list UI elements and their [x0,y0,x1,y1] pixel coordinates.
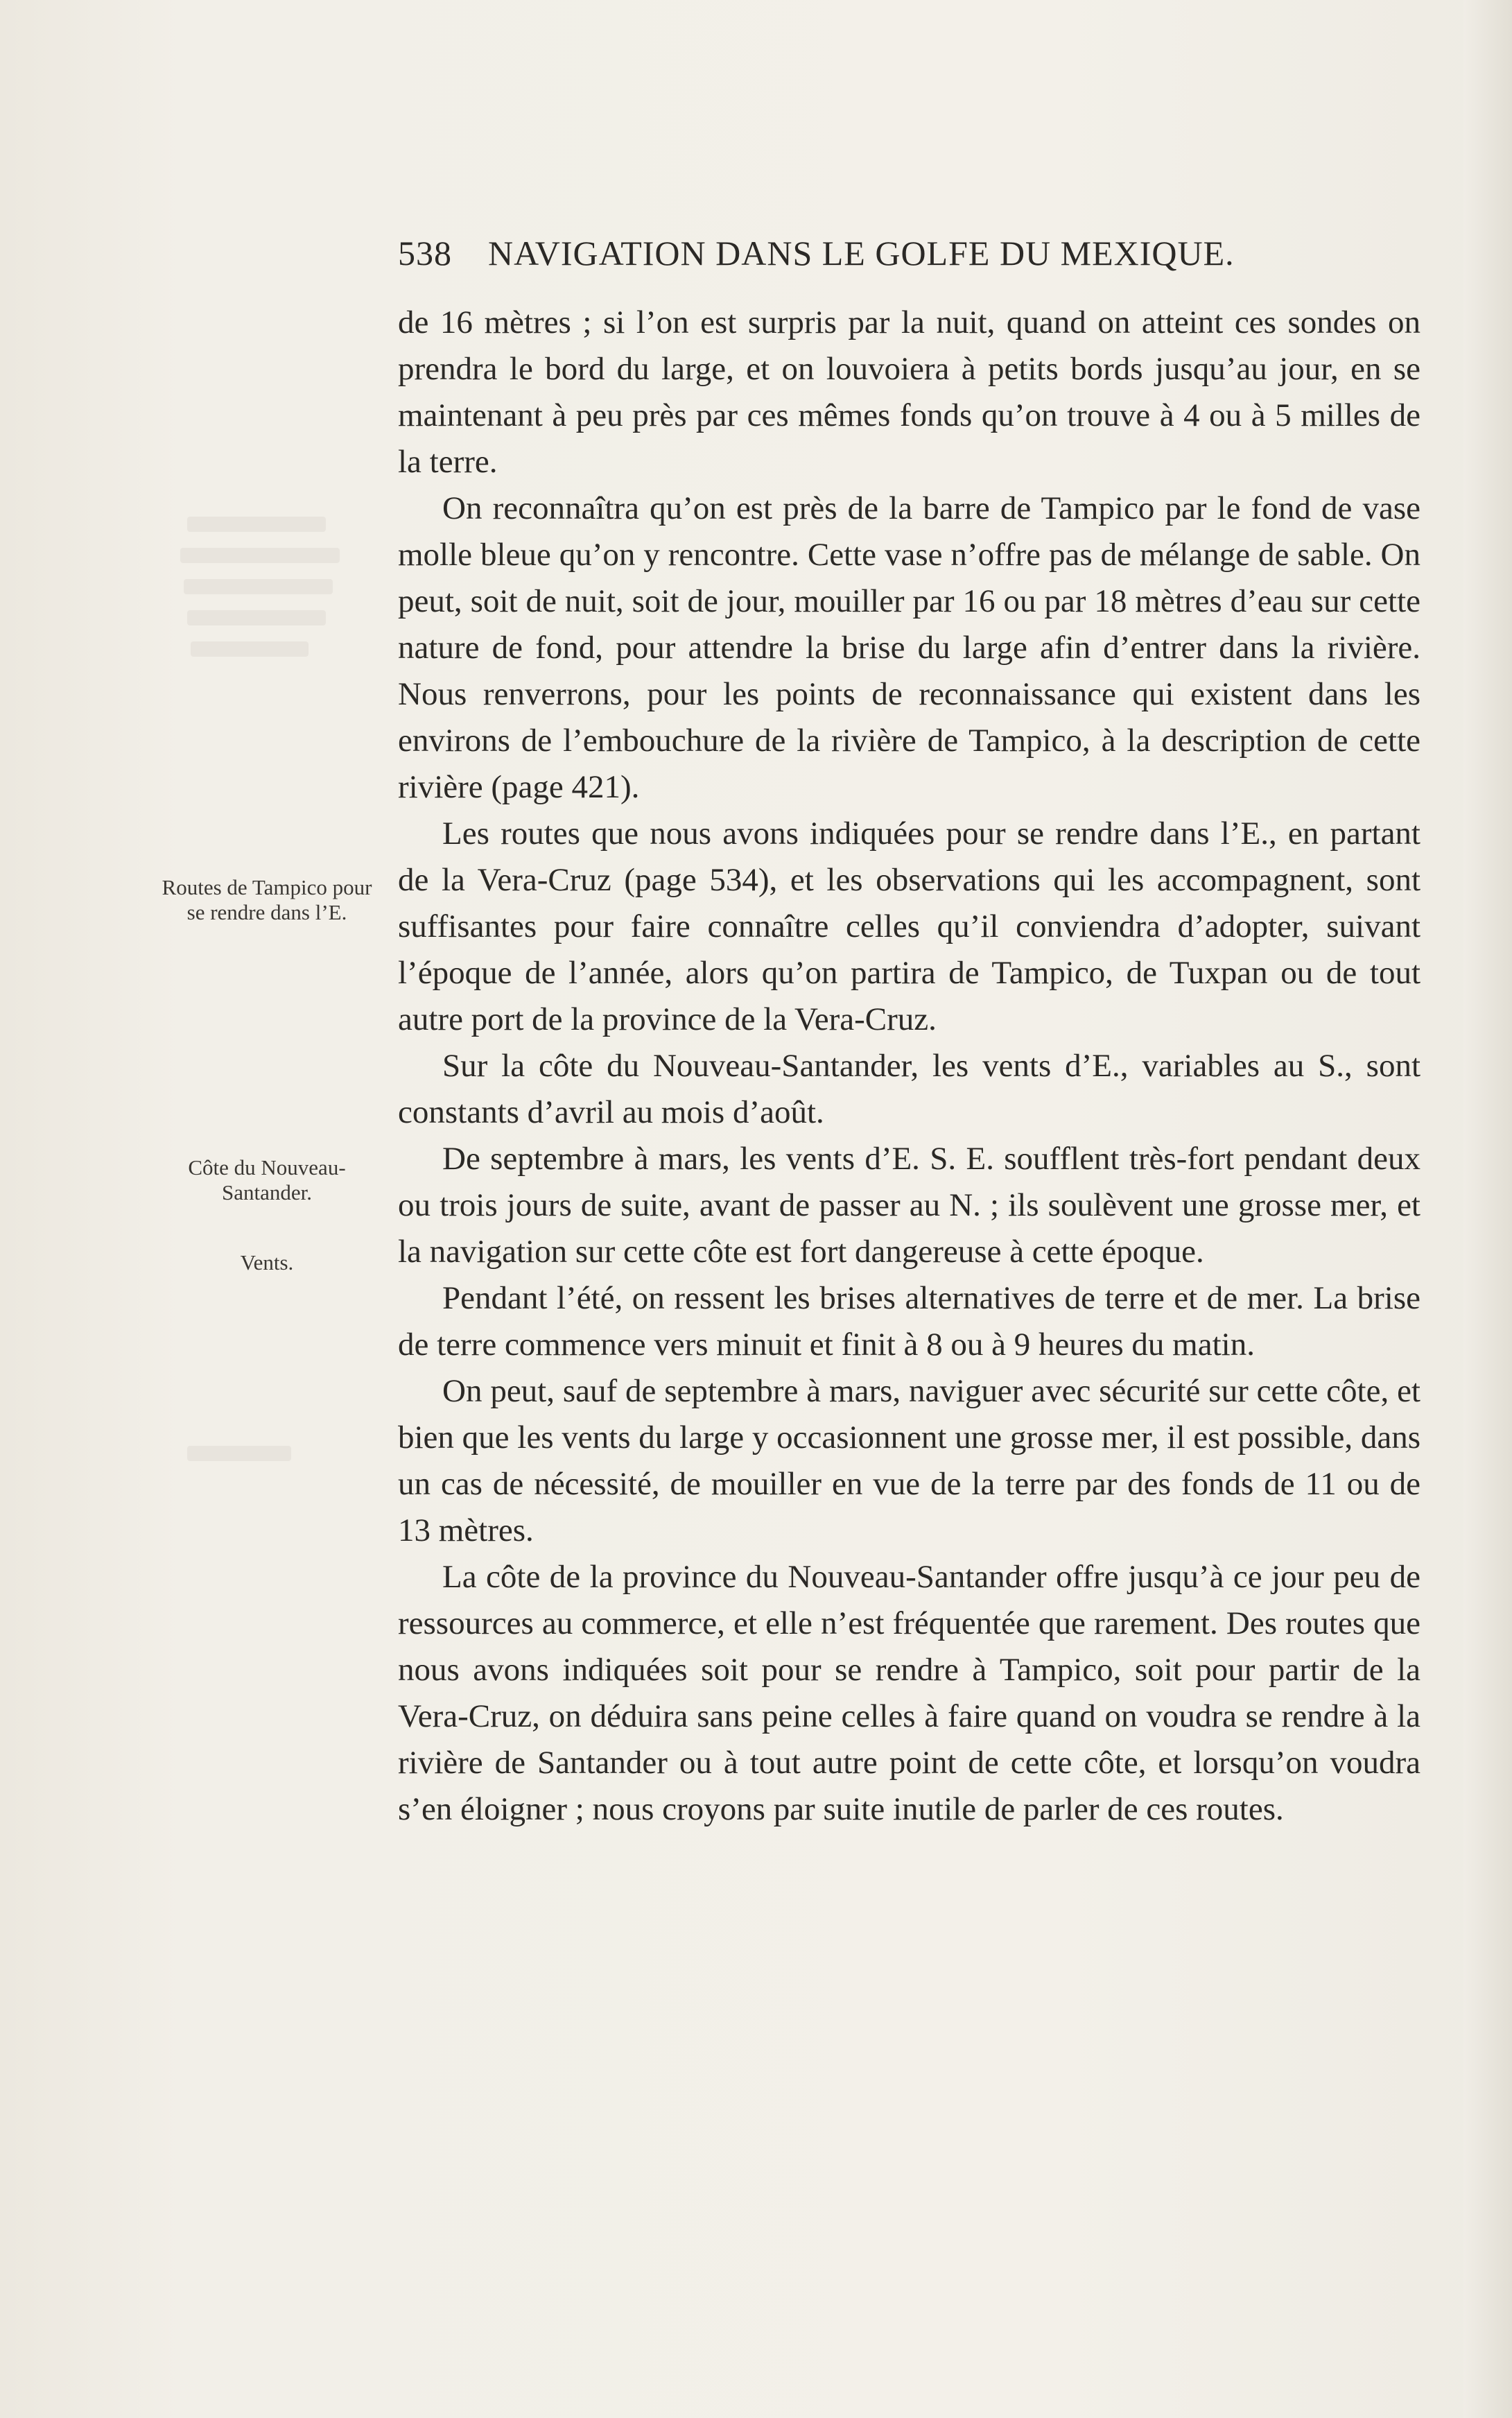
body-text [398,300,1420,1833]
show-through-mark [187,610,326,625]
margin-note-routes: Routes de Tampico pour se rendre dans l’E. [162,875,372,924]
running-header [398,230,1420,276]
paragraph: Pendant l’été, on ressent les brises alternatives de terre et de mer. La brise de terre commence vers minuit et finit à 8 ou à 9 heures du matin. [398,1280,1420,1363]
page-number: 538 [398,234,452,273]
show-through-mark [187,517,326,532]
show-through-mark [184,579,333,594]
paragraph: Sur la côte du Nouveau-Santander, les vents d’E., variables au S., sont constants d’avril au mois d’août. [398,1048,1420,1130]
paragraph: La côte de la province du Nouveau-Santander offre jusqu’à ce jour peu de ressources au commerce, et elle n’est fréquentée que rarement. Des routes que nous avons indiquées soit pour se rendre à Tampico, soit pour partir de la Vera-Cruz, on déduira sans peine celles à faire quand on voudra se rendre à la rivière de Santander ou à tout autre point de cette côte, et lorsqu’on voudra s’en éloigner ; nous croyons par suite inutile de parler de ces routes. [398,1559,1420,1827]
show-through-mark [187,1446,291,1461]
paragraph: On peut, sauf de septembre à mars, naviguer avec sécurité sur cette côte, et bien que les vents du large y occasionnent une grosse mer, il est possible, dans un cas de nécessité, de mouiller en vue de la terre par des fonds de 11 ou de 13 mètres. [398,1373,1420,1548]
paragraph: De septembre à mars, les vents d’E. S. E. soufflent très-fort pendant deux ou trois jours de suite, avant de passer au N. ; ils soulèvent une grosse mer, et la navigation sur cette côte est fort dangereuse à cette époque. [398,1141,1420,1270]
show-through-mark [191,641,309,657]
margin-note-vents: Vents. [240,1250,294,1275]
paragraph: de 16 mètres ; si l’on est surpris par la nuit, quand on atteint ces sondes on prendra le bord du large, et on louvoiera à petits bords jusqu’au jour, en se maintenant à peu près par ces mêmes fonds qu’on trouve à 4 ou à 5 milles de la terre. [398,304,1420,480]
page-edge-shadow [1463,0,1512,2418]
margin-note-cote: Côte du Nouveau-Santander. [188,1155,346,1204]
running-title: NAVIGATION DANS LE GOLFE DU MEXIQUE. [488,234,1235,273]
show-through-mark [180,548,340,563]
paragraph: On reconnaîtra qu’on est près de la barre de Tampico par le fond de vase molle bleue qu’on y rencontre. Cette vase n’offre pas de mélange de sable. On peut, soit de nuit, soit de jour, mouiller par 16 ou par 18 mètres d’eau sur cette nature de fond, pour attendre la brise du large afin d’entrer dans la rivière. Nous renverrons, pour les points de reconnaissance qui existent dans les environs de l’embouchure de la rivière de Tampico, à la description de cette rivière (page 421). [398,490,1420,805]
paragraph: Les routes que nous avons indiquées pour se rendre dans l’E., en partant de la Vera-Cruz (page 534), et les observations qui les accompagnent, sont suffisantes pour faire connaître celles qu’il conviendra d’adopter, suivant l’époque de l’année, alors qu’on partira de Tampico, de Tuxpan ou de tout autre port de la province de la Vera-Cruz. [398,815,1420,1037]
